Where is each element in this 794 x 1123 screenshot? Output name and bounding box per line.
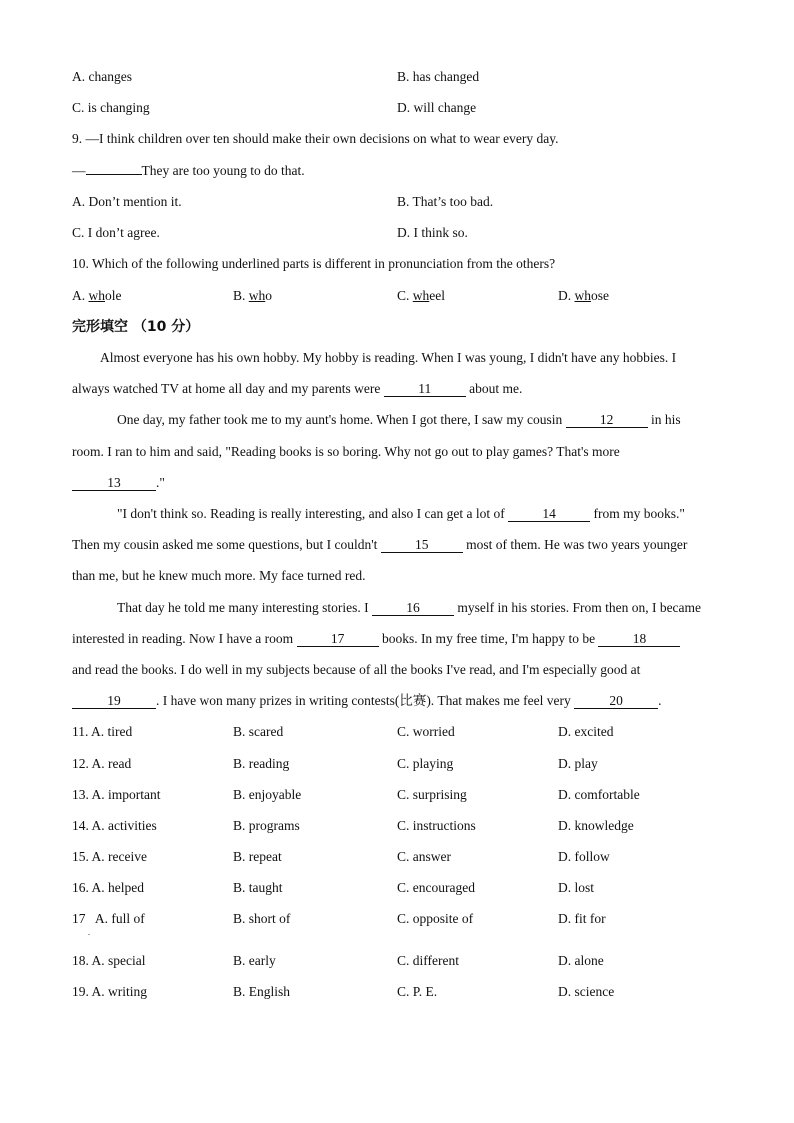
text-segment: most of them. He was two years younger [462,537,688,552]
q9-stem: 9. —I think children over ten should make their own decisions on what to wear every day. [72,131,559,146]
q15-option-a: 15. A. receive [72,849,147,864]
q10-c-letter: C. [397,288,413,303]
passage-p2-line1 [117,411,681,429]
q15-option-b: B. repeat [233,849,282,864]
q10-d-underlined: wh [574,288,591,303]
q9-option-b: B. That’s too bad. [397,194,494,209]
text-segment: "I don't think so. Reading is really interesting, and also I can get a lot of [117,506,509,521]
text-segment: Then my cousin asked me some questions, but I couldn't [72,537,381,552]
text-segment: always watched TV at home all day and my parents were [72,381,384,396]
q17-dot: . [88,928,90,937]
text-segment: One day, my father took me to my aunt's home. When I got there, I saw my cousin [117,412,566,427]
q15-option-c: C. answer [397,849,451,864]
text-segment: from my books." [590,506,685,521]
q9-reply: They are too young to do that. [141,163,305,178]
q10-a-letter: A. [72,288,89,303]
passage-p3-line1 [117,505,685,523]
passage-p3-line3: than me, but he knew much more. My face turned red. [72,568,366,583]
passage-p1-line1: Almost everyone has his own hobby. My hobby is reading. When I was young, I didn't have any hobbies. I [100,350,677,365]
q9-option-d: D. I think so. [397,225,468,240]
q11-option-d: D. excited [558,724,614,739]
q11-option-c: C. worried [397,724,455,739]
q8-option-b: B. has changed [397,69,480,84]
q14-option-c: C. instructions [397,818,476,833]
q10-b-letter: B. [233,288,249,303]
q17-option-d: D. fit for [558,911,606,926]
text-segment: books. In my free time, I'm happy to be [378,631,599,646]
q18-option-b: B. early [233,953,276,968]
q11-option-a: 11. A. tired [72,724,133,739]
passage-p2-line2: room. I ran to him and said, "Reading books is so boring. Why not go out to play games? That's more [72,444,620,459]
q14-option-b: B. programs [233,818,300,833]
blank-18: 18 [598,631,680,647]
text-segment: about me. [465,381,523,396]
q8-option-d: D. will change [397,100,477,115]
text-segment: myself in his stories. From then on, I became [453,600,702,615]
q11-option-b: B. scared [233,724,284,739]
q19-option-c: C. P. E. [397,984,438,999]
text-segment: in his [647,412,681,427]
q10-b-underlined: wh [248,288,266,303]
q12-option-d: D. play [558,756,598,771]
passage-p1-line2 [72,380,522,398]
q13-option-a: 13. A. important [72,787,161,802]
q19-option-d: D. science [558,984,615,999]
q13-option-b: B. enjoyable [233,787,302,802]
q10-option-d [558,287,609,305]
q13-option-c: C. surprising [397,787,467,802]
text-segment: . I have won many prizes in writing contests(比赛). That makes me feel very [156,693,575,708]
q9-blank [86,174,142,175]
q8-option-c: C. is changing [72,100,150,115]
section-heading: 完形填空 （10 分） [72,319,200,335]
blank-12: 12 [566,412,648,428]
blank-16: 16 [372,600,454,616]
text-segment: . [658,693,662,708]
q17-option-c: C. opposite of [397,911,474,926]
blank-17: 17 [297,631,379,647]
q17-option-b: B. short of [233,911,291,926]
q14-option-d: D. knowledge [558,818,634,833]
blank-19: 19 [72,693,156,709]
text-segment: ." [156,475,165,490]
q9-reply-line [72,162,305,180]
text-segment: interested in reading. Now I have a room [72,631,297,646]
q9-option-a: A. Don’t mention it. [72,194,182,209]
passage-p3-line2 [72,536,687,554]
q16-option-d: D. lost [558,880,595,895]
blank-13: 13 [72,475,156,491]
passage-p4-line2 [72,630,680,648]
q10-a-rest: ole [105,288,122,303]
q10-a-underlined: wh [88,288,105,303]
q14-option-a: 14. A. activities [72,818,157,833]
q16-option-b: B. taught [233,880,283,895]
passage-p4-line4 [72,692,662,710]
q19-option-b: B. English [233,984,291,999]
q12-option-b: B. reading [233,756,290,771]
text-segment: That day he told me many interesting stories. I [117,600,372,615]
q18-option-d: D. alone [558,953,604,968]
q16-option-c: C. encouraged [397,880,475,895]
q13-option-d: D. comfortable [558,787,640,802]
q10-d-letter: D. [558,288,575,303]
q9-option-c: C. I don’t agree. [72,225,160,240]
q10-b-rest: o [265,288,273,303]
q10-c-underlined: wh [412,288,430,303]
q8-option-a: A. changes [72,69,132,84]
q10-option-a [72,287,122,305]
q12-option-a: 12. A. read [72,756,132,771]
passage-p2-line3 [72,474,165,492]
q17-option-a: 17 A. full of [72,911,145,926]
blank-11: 11 [384,381,466,397]
q10-stem: 10. Which of the following underlined parts is different in pronunciation from the others? [72,256,556,271]
q15-option-d: D. follow [558,849,610,864]
q19-option-a: 19. A. writing [72,984,148,999]
q10-option-b [233,287,272,305]
q10-option-c [397,287,445,305]
blank-20: 20 [574,693,658,709]
q16-option-a: 16. A. helped [72,880,144,895]
q9-dash: — [72,163,86,178]
blank-15: 15 [381,537,463,553]
passage-p4-line1 [117,599,701,617]
q12-option-c: C. playing [397,756,454,771]
q18-option-a: 18. A. special [72,953,146,968]
passage-p4-line3: and read the books. I do well in my subjects because of all the books I've read, and I'm especially good at [72,662,641,677]
q18-option-c: C. different [397,953,459,968]
q10-c-rest: eel [429,288,446,303]
blank-14: 14 [508,506,590,522]
q10-d-rest: ose [591,288,609,303]
